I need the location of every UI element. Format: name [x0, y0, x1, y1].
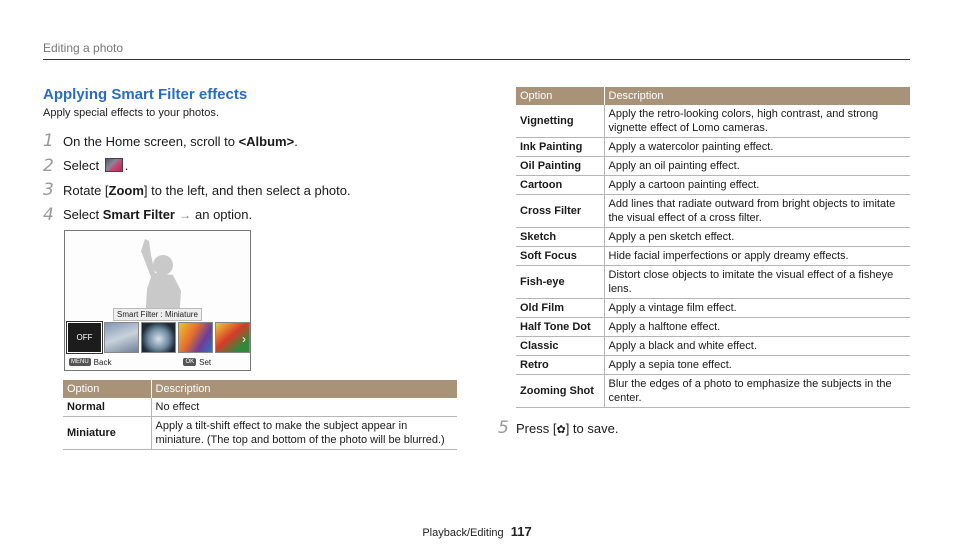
steps-list — [43, 129, 458, 227]
description-cell: Apply an oil painting effect. — [604, 157, 910, 176]
page-number: 117 — [510, 524, 532, 539]
description-cell: Hide facial imperfections or apply dreamy effects. — [604, 247, 910, 266]
table-row — [516, 318, 910, 337]
description-cell: Apply a halftone effect. — [604, 318, 910, 337]
option-cell: Miniature — [63, 417, 151, 450]
table-row — [516, 157, 910, 176]
option-cell: Half Tone Dot — [516, 318, 604, 337]
option-cell: Sketch — [516, 228, 604, 247]
options-table-right — [516, 87, 910, 408]
step-number: 2 — [43, 155, 54, 176]
table-row — [516, 138, 910, 157]
table-row — [516, 247, 910, 266]
options-table-left — [63, 380, 457, 450]
step-text: Select . — [63, 158, 129, 174]
column-header-option: Option — [63, 380, 151, 398]
option-cell: Oil Painting — [516, 157, 604, 176]
description-cell: Distort close objects to imitate the visual effect of a fisheye lens. — [604, 266, 910, 299]
option-cell: Old Film — [516, 299, 604, 318]
filter-label: Smart Filter : Miniature — [113, 308, 202, 321]
option-cell: Zooming Shot — [516, 375, 604, 408]
step-text: Rotate [Zoom] to the left, and then select a photo. — [63, 182, 351, 198]
filter-thumbnail-strip — [67, 322, 250, 353]
step-text: On the Home screen, scroll to <Album>. — [63, 133, 298, 149]
table-row — [516, 337, 910, 356]
table-row — [516, 176, 910, 195]
filter-thumb — [178, 322, 213, 353]
step-text: Press [✿] to save. — [516, 420, 619, 436]
column-header-description: Description — [151, 380, 457, 398]
option-cell: Normal — [63, 398, 151, 417]
description-cell: Apply a vintage film effect. — [604, 299, 910, 318]
screen-key-guide — [65, 354, 250, 370]
table-row — [516, 375, 910, 408]
section-intro: Apply special effects to your photos. — [43, 107, 219, 119]
description-cell: Apply a watercolor painting effect. — [604, 138, 910, 157]
description-cell: Apply a pen sketch effect. — [604, 228, 910, 247]
option-cell: Ink Painting — [516, 138, 604, 157]
arrow-right-icon: → — [179, 208, 191, 223]
footer-section-label: Playback/Editing — [422, 527, 504, 539]
step-number: 1 — [43, 131, 54, 152]
option-cell: Classic — [516, 337, 604, 356]
header-divider — [43, 59, 910, 60]
option-cell: Fish-eye — [516, 266, 604, 299]
step-4 — [43, 203, 458, 228]
macro-button-icon: ✿ — [556, 423, 566, 436]
option-cell: Retro — [516, 356, 604, 375]
option-cell: Soft Focus — [516, 247, 604, 266]
filter-thumb-off: OFF — [67, 322, 102, 353]
table-row — [516, 266, 910, 299]
chevron-right-icon: › — [242, 332, 246, 346]
step-3 — [43, 178, 458, 203]
table-row — [63, 398, 457, 417]
table-row — [63, 417, 457, 450]
description-cell: Apply the retro-looking colors, high contrast, and strong vignette effect of Lomo cameras. — [604, 105, 910, 138]
smart-filter-icon — [105, 158, 123, 172]
step-number: 4 — [43, 204, 54, 225]
ok-key-icon: OK — [185, 359, 195, 365]
section-title: Applying Smart Filter effects — [43, 86, 248, 103]
back-label: Back — [93, 357, 112, 367]
option-cell: Cross Filter — [516, 195, 604, 228]
description-cell: Apply a tilt-shift effect to make the subject appear in miniature. (The top and bottom of the photo will be blurred.) — [151, 417, 457, 450]
description-cell: Apply a sepia tone effect. — [604, 356, 910, 375]
camera-screen-illustration — [64, 230, 251, 371]
option-cell: Vignetting — [516, 105, 604, 138]
option-cell: Cartoon — [516, 176, 604, 195]
description-cell: Apply a cartoon painting effect. — [604, 176, 910, 195]
step-text: Select Smart Filter → an option. — [63, 207, 253, 223]
step-1 — [43, 129, 458, 154]
menu-key-icon: MENU — [71, 359, 89, 365]
filter-thumb — [141, 322, 176, 353]
table-row — [516, 299, 910, 318]
left-column — [43, 86, 458, 227]
page-footer — [0, 524, 954, 539]
description-cell: No effect — [151, 398, 457, 417]
step-5 — [498, 418, 618, 438]
table-row — [516, 195, 910, 228]
description-cell: Blur the edges of a photo to emphasize the subjects in the center. — [604, 375, 910, 408]
breadcrumb: Editing a photo — [43, 41, 124, 55]
description-cell: Apply a black and white effect. — [604, 337, 910, 356]
table-row — [516, 105, 910, 138]
filter-thumb — [104, 322, 139, 353]
table-row — [516, 228, 910, 247]
step-number: 5 — [498, 418, 509, 438]
column-header-option: Option — [516, 87, 604, 105]
description-cell: Add lines that radiate outward from bright objects to imitate the visual effect of a cross filter. — [604, 195, 910, 228]
step-number: 3 — [43, 180, 54, 201]
set-label: Set — [199, 357, 212, 367]
table-row — [516, 356, 910, 375]
column-header-description: Description — [604, 87, 910, 105]
step-2 — [43, 154, 458, 179]
